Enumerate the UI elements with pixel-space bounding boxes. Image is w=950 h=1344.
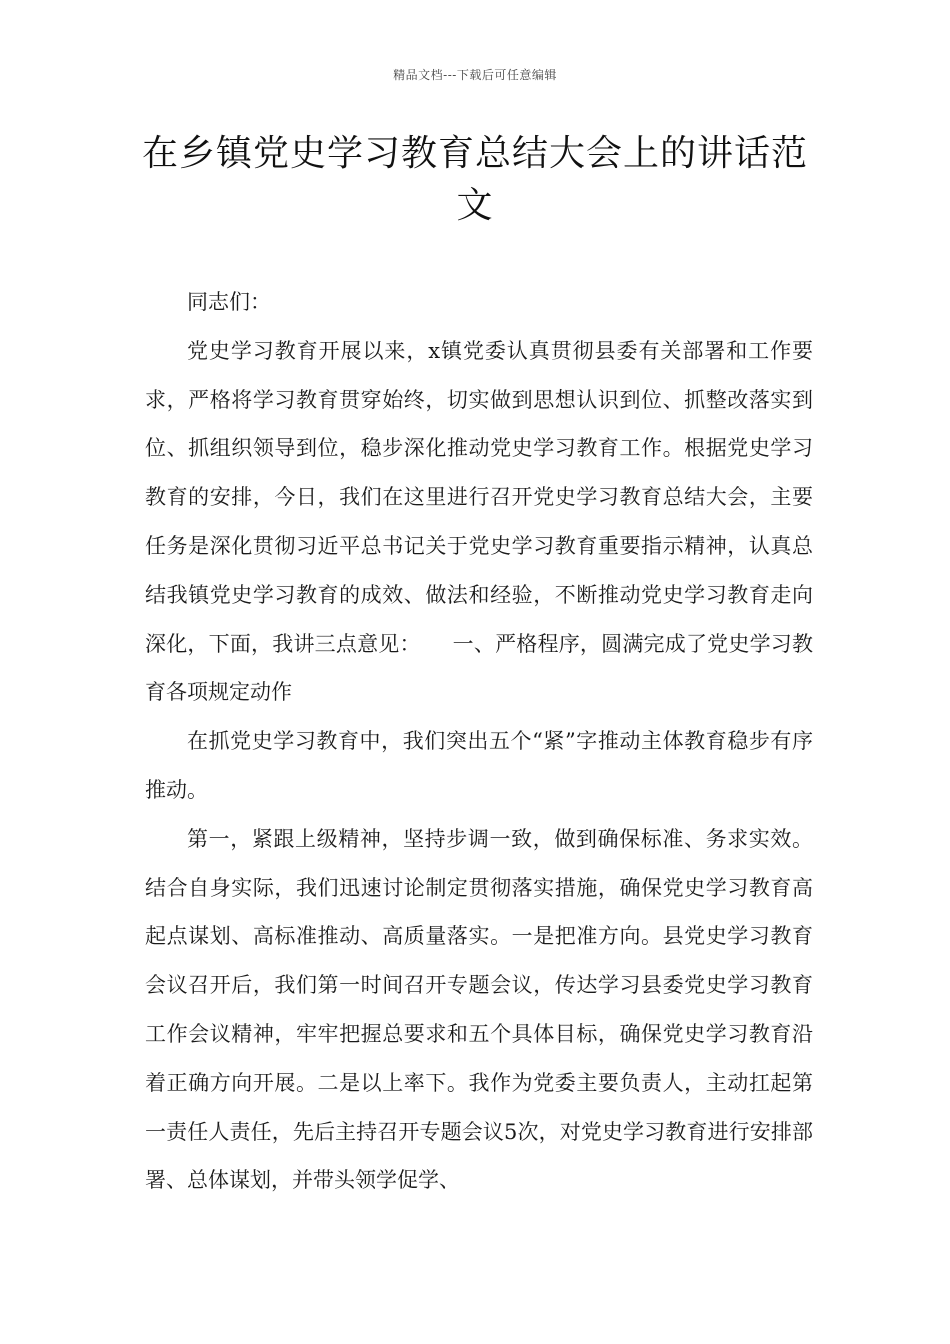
- document-title: 在乡镇党史学习教育总结大会上的讲话范文: [141, 133, 808, 226]
- document-body: [145, 278, 813, 1205]
- salutation-paragraph: 同志们：: [187, 290, 271, 314]
- header-note: 精品文档---下载后可任意编辑: [393, 68, 557, 82]
- body-paragraph: 在抓党史学习教育中，我们突出五个“紧”字推动主体教育稳步有序推动。: [145, 729, 813, 802]
- body-paragraph: 党史学习教育开展以来，x镇党委认真贯彻县委有关部署和工作要求，严格将学习教育贯穿始终，切实做到思想认识到位、抓整改落实到位、抓组织领导到位，稳步深化推动党史学习教育工作。根据党史学习教育的安排，今日，我们在这里进行召开党史学习教育总结大会，主要任务是深化贯彻习近平总书记关于党史学习教育重要指示精神，认真总结我镇党史学习教育的成效、做法和经验，不断推动党史学习教育走向深化，下面，我讲三点意见： 一、严格程序，圆满完成了党史学习教育各项规定动作: [145, 338, 813, 705]
- body-paragraph: 第一，紧跟上级精神，坚持步调一致，做到确保标准、务求实效。结合自身实际，我们迅速讨论制定贯彻落实措施，确保党史学习教育高起点谋划、高标准推动、高质量落实。一是把准方向。县党史学习教育会议召开后，我们第一时间召开专题会议，传达学习县委党史学习教育工作会议精神，牢牢把握总要求和五个具体目标，确保党史学习教育沿着正确方向开展。二是以上率下。我作为党委主要负责人，主动扛起第一责任人责任，先后主持召开专题会议5次，对党史学习教育进行安排部署、总体谋划，并带头领学促学、: [145, 826, 813, 1193]
